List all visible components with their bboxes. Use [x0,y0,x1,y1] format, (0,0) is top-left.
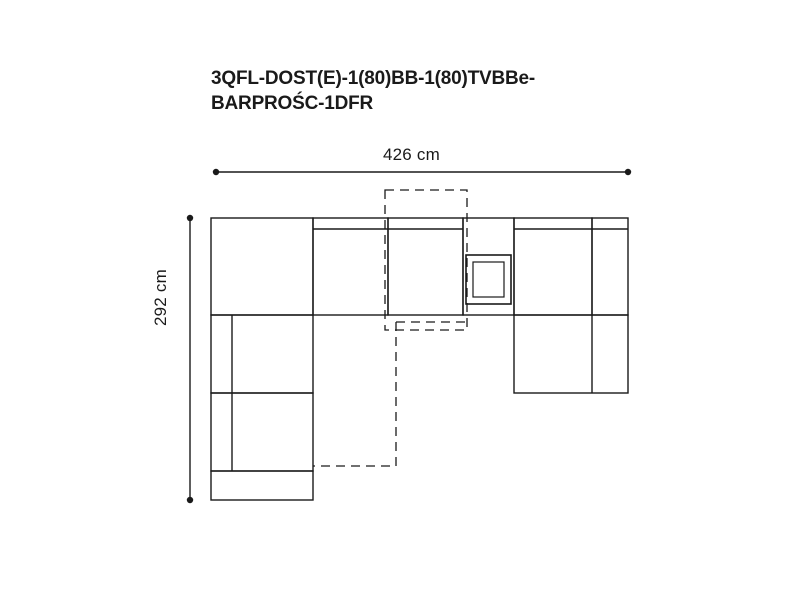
dashed-extension-lower [313,322,467,466]
height-dimension [187,215,193,503]
width-dimension-label: 426 cm [383,145,440,164]
module-left-foot [211,471,313,500]
dashed-extension-upper [385,190,467,330]
module-top-seat-2 [388,218,463,315]
module-left-lower [211,393,313,471]
module-corner-left [211,218,313,315]
module-left-middle [211,315,313,393]
width-dimension [213,169,631,175]
module-right-armrest [592,218,628,315]
module-top-seat-1 [313,218,388,315]
module-right-chaise [514,315,628,393]
page-title: 3QFL-DOST(E)-1(80)BB-1(80)TVBBe-BARPROŚC-1DFR [211,68,536,114]
module-bar-table [463,218,514,315]
height-dimension-label: 292 cm [151,269,170,326]
module-right-top [514,218,592,315]
